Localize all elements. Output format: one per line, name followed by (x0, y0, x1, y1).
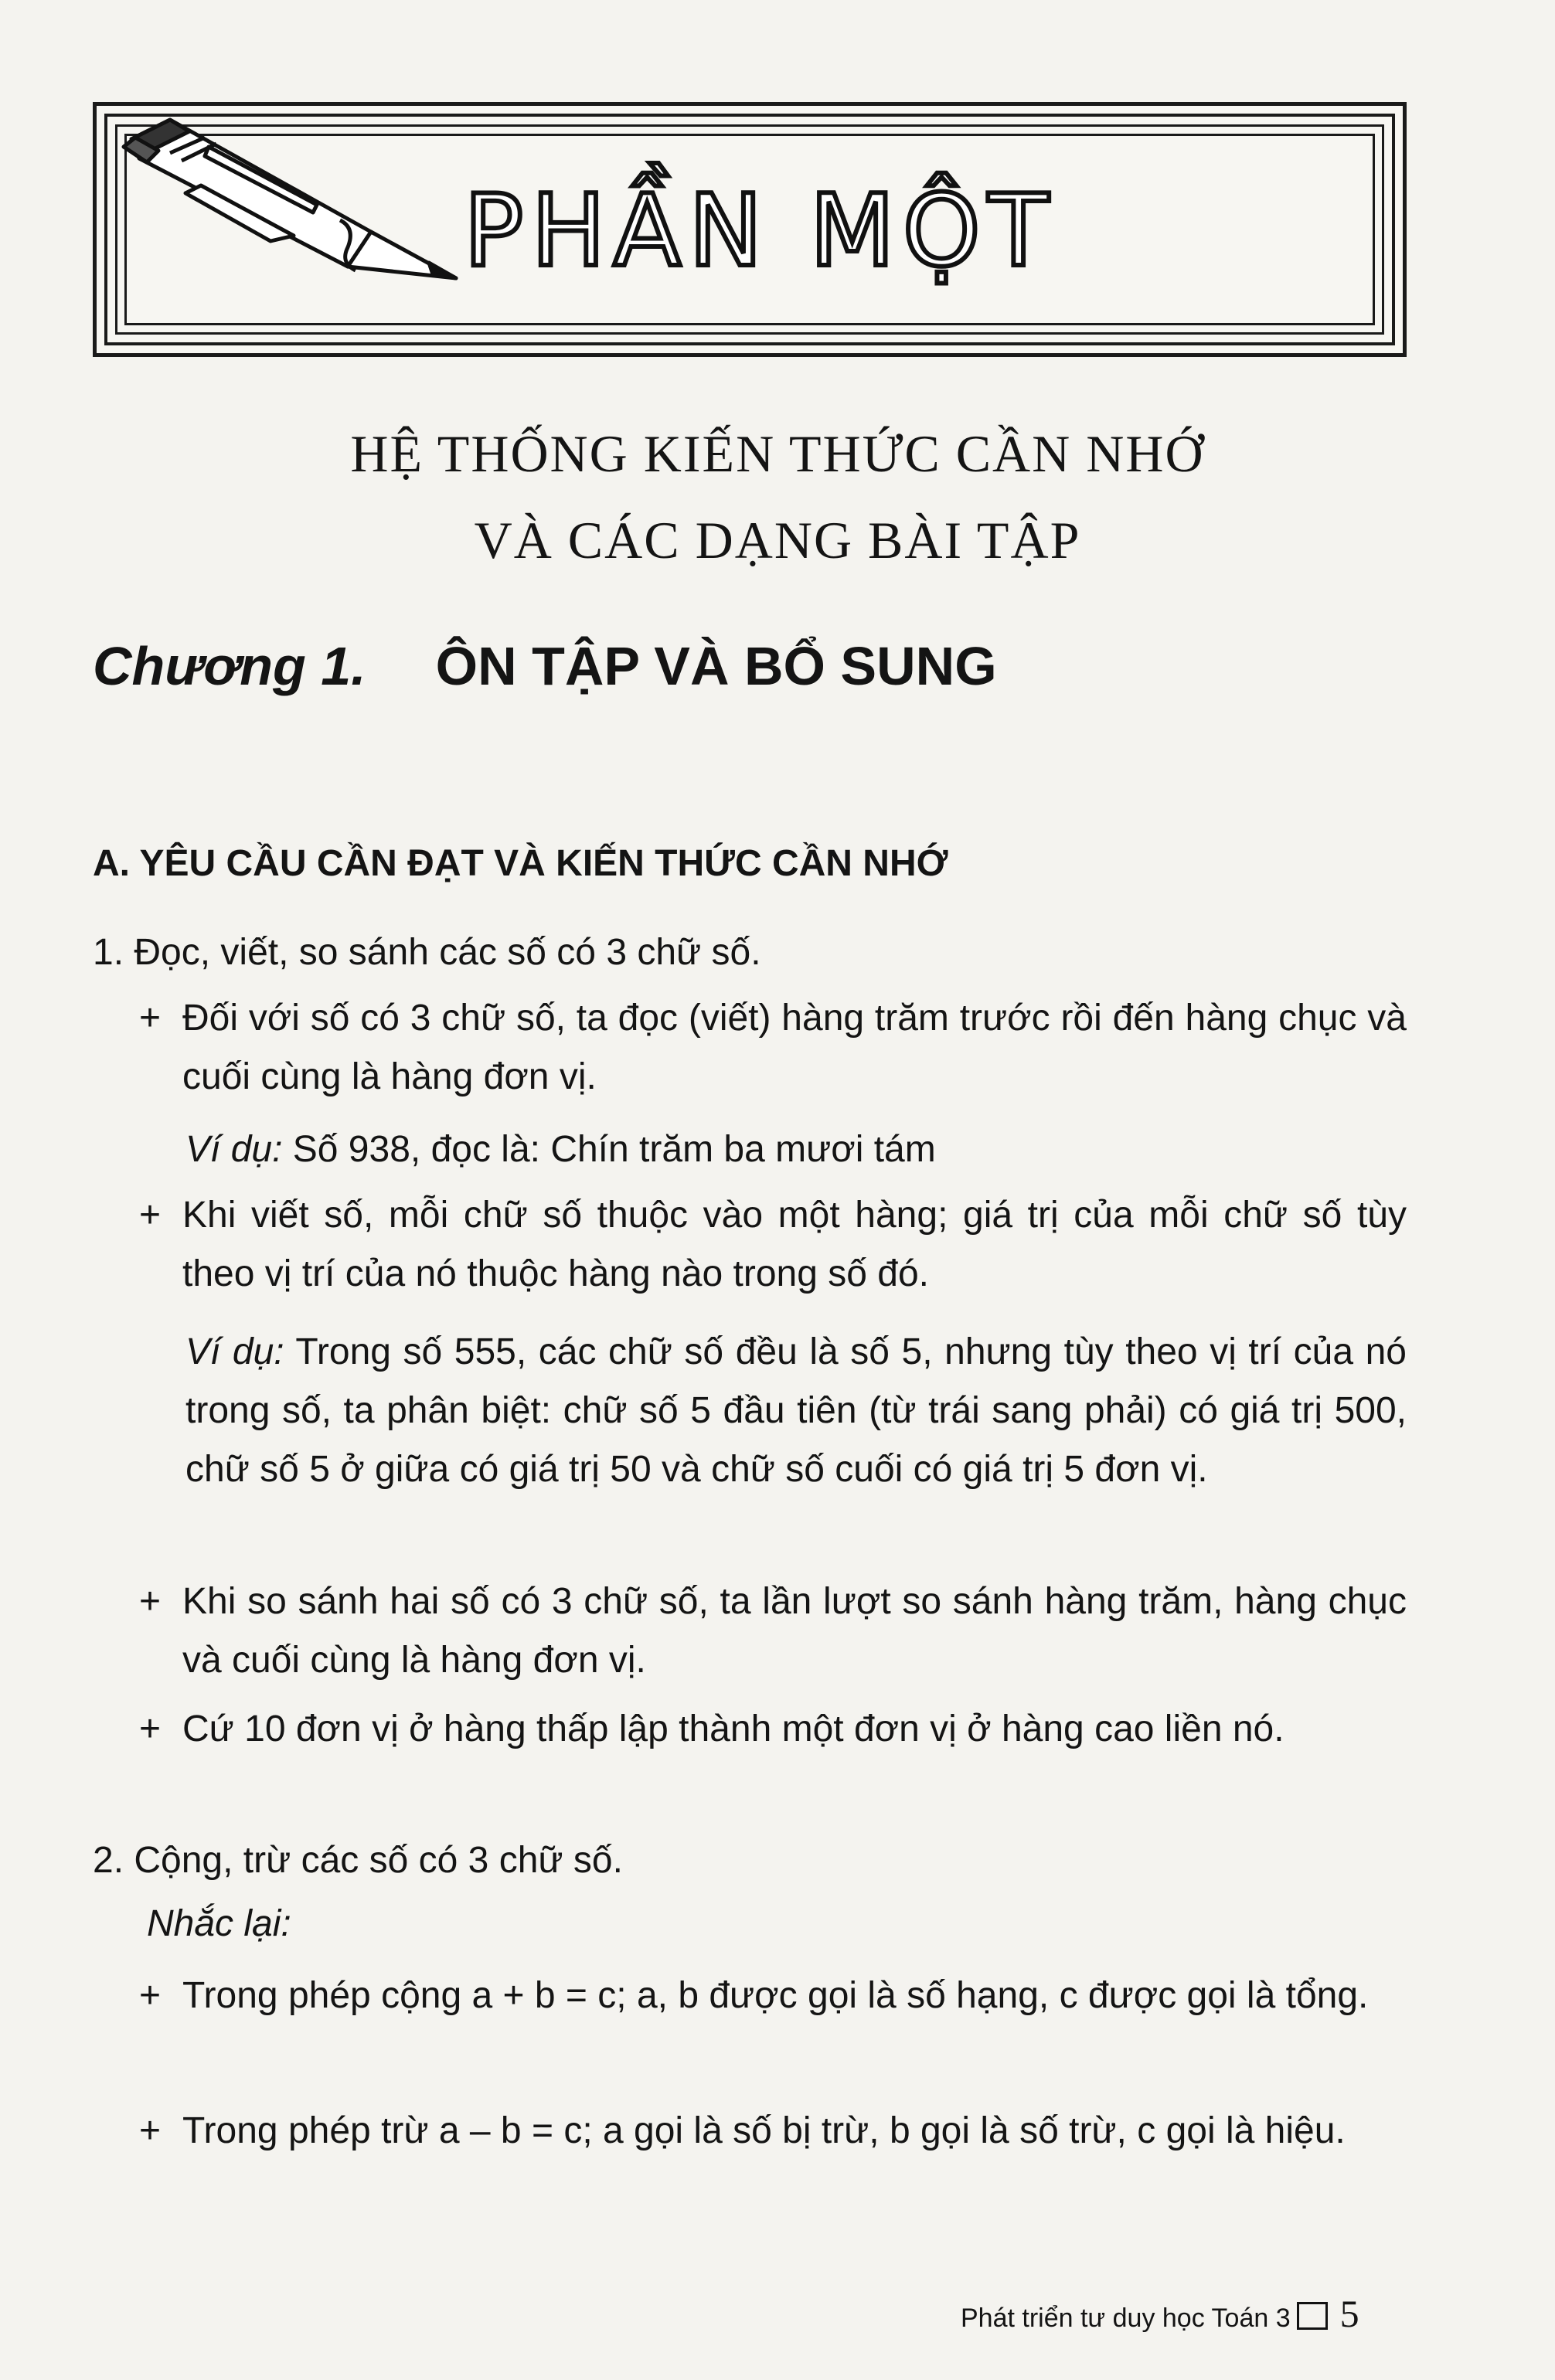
bullet-text: Đối với số có 3 chữ số, ta đọc (viết) hàng trăm trước rồi đến hàng chục và cuối cùng là hàng đơn vị. (182, 998, 1407, 1097)
plus-icon: + (139, 1708, 162, 1749)
chapter-heading (93, 635, 997, 697)
section-heading-line2: VÀ CÁC DẠNG BÀI TẬP (474, 511, 1081, 570)
example-text: Số 938, đọc là: Chín trăm ba mươi tám (282, 1129, 936, 1170)
item1-bullet-1 (139, 989, 1407, 1107)
item2-bullet-1 (139, 1967, 1407, 2025)
item2-reminder: Nhắc lại: (147, 1903, 291, 1944)
item2-bullet-2 (139, 2102, 1407, 2161)
plus-icon: + (139, 2110, 162, 2151)
plus-icon: + (139, 1975, 162, 2016)
item1-example-1 (185, 1120, 1407, 1179)
item1-bullet-3 (139, 1572, 1407, 1690)
item1-example-2 (185, 1323, 1407, 1499)
bullet-text: Trong phép trừ a – b = c; a gọi là số bị trừ, b gọi là số trừ, c gọi là hiệu. (182, 2110, 1346, 2151)
page-number: 5 (1339, 2292, 1359, 2335)
book-title: Phát triển tư duy học Toán 3 (961, 2304, 1291, 2333)
plus-icon: + (139, 1581, 162, 1622)
section-heading-line1: HỆ THỐNG KIẾN THỨC CẦN NHỚ (350, 424, 1205, 483)
item2-title: 2. Cộng, trừ các số có 3 chữ số. (93, 1840, 623, 1881)
bullet-text: Trong phép cộng a + b = c; a, b được gọi là số hạng, c được gọi là tổng. (182, 1975, 1369, 2016)
bullet-text: Khi viết số, mỗi chữ số thuộc vào một hàng; giá trị của mỗi chữ số tùy theo vị trí của nó thuộc hàng nào trong số đó. (182, 1195, 1407, 1294)
plus-icon: + (139, 1195, 162, 1236)
chapter-number: Chương 1. (93, 636, 366, 696)
item1-bullet-2 (139, 1186, 1407, 1304)
example-label: Ví dụ: (185, 1331, 284, 1372)
plus-icon: + (139, 998, 162, 1039)
example-label: Ví dụ: (185, 1129, 283, 1170)
pencil-icon (116, 116, 479, 294)
example-text: Trong số 555, các chữ số đều là số 5, nhưng tùy theo vị trí của nó trong số, ta phân biệt: chữ số 5 đầu tiên (từ trái sang phải) có giá trị 500, chữ số 5 ở giữa có giá trị 50 và chữ số cuối có giá trị 5 đơn vị. (185, 1331, 1407, 1490)
publisher-logo-icon (1297, 2302, 1328, 2330)
chapter-name: ÔN TẬP VÀ BỔ SUNG (435, 636, 997, 696)
item1-bullet-4 (139, 1700, 1407, 1759)
part-title: PHẦN MỘT (464, 174, 1057, 289)
page-footer (961, 2291, 1359, 2336)
item1-title: 1. Đọc, viết, so sánh các số có 3 chữ số. (93, 932, 761, 973)
bullet-text: Cứ 10 đơn vị ở hàng thấp lập thành một đơn vị ở hàng cao liền nó. (182, 1708, 1284, 1749)
bullet-text: Khi so sánh hai số có 3 chữ số, ta lần lượt so sánh hàng trăm, hàng chục và cuối cùng là hàng đơn vị. (182, 1581, 1407, 1681)
section-a-title: A. YÊU CẦU CẦN ĐẠT VÀ KIẾN THỨC CẦN NHỚ (93, 843, 948, 884)
